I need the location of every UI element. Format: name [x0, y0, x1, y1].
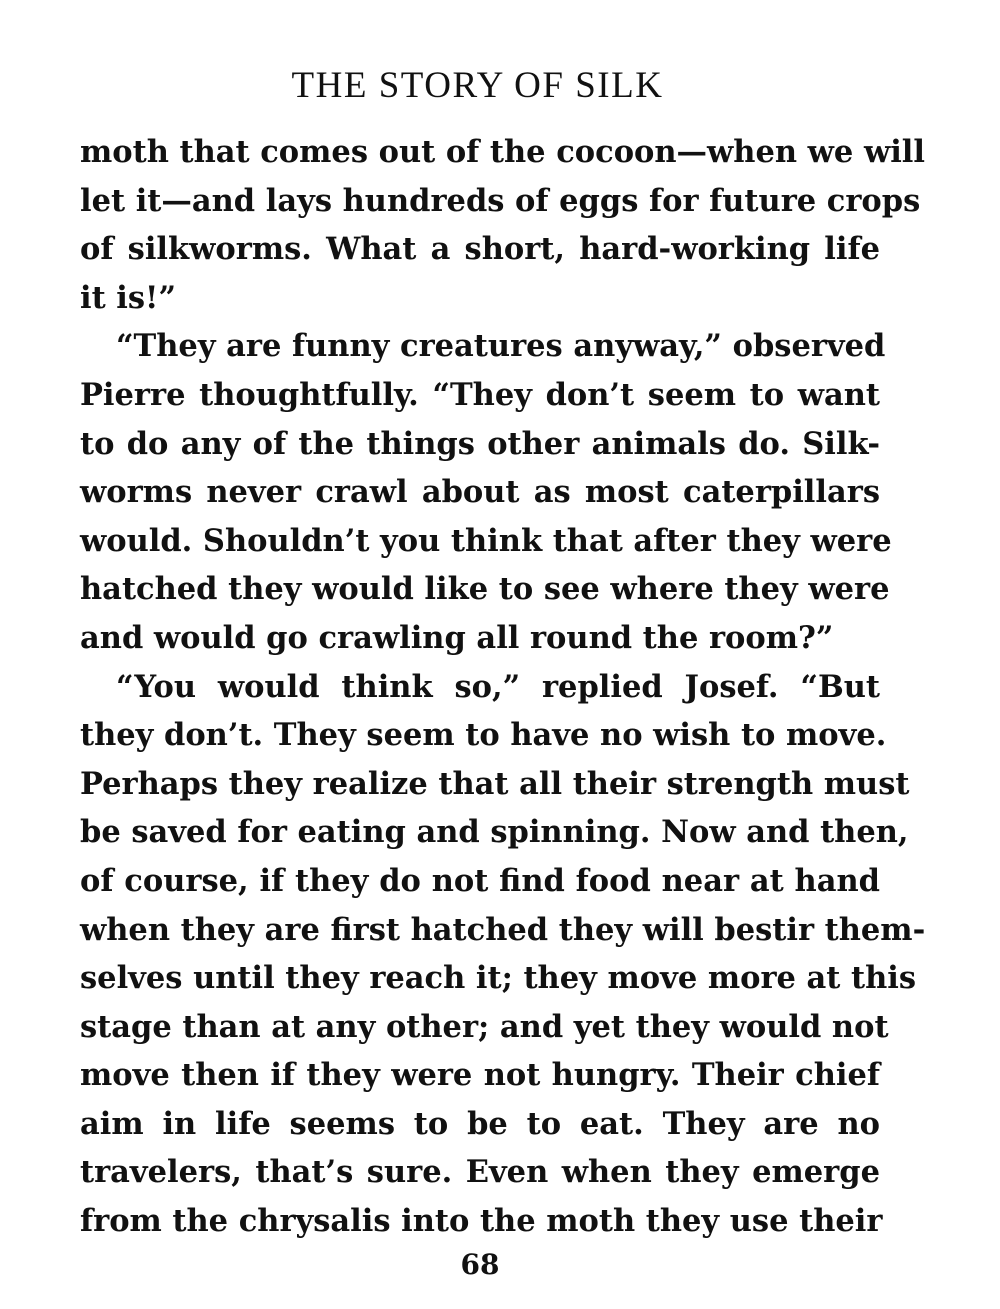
text-line: of silkworms. What a short, hard-working life [80, 231, 880, 268]
text-line: to do any of the things other animals do. Silk- [80, 425, 880, 462]
text-line: from the chrysalis into the moth they use their [80, 1203, 883, 1240]
text-line: of course, if they do not find food near at hand [80, 862, 880, 899]
body-text [80, 128, 926, 1246]
text-line: be saved for eating and spinning. Now and then, [80, 814, 909, 851]
text-line: let it—and lays hundreds of eggs for future crops [80, 182, 921, 219]
text-line: when they are first hatched they will bestir them- [80, 911, 926, 948]
text-line: moth that comes out of the cocoon—when we will [80, 134, 925, 170]
text-line: stage than at any other; and yet they would not [80, 1008, 889, 1045]
text-line: they don’t. They seem to have no wish to move. [80, 717, 887, 754]
text-line: move then if they were not hungry. Their chief [80, 1057, 880, 1094]
text-line: “You would think so,” replied Josef. “But [116, 668, 880, 705]
text-line: hatched they would like to see where they were [80, 571, 890, 608]
page-number: 68 [460, 1248, 500, 1281]
text-line: selves until they reach it; they move more at this [80, 960, 917, 997]
text-line: travelers, that’s sure. Even when they emerge [80, 1154, 880, 1191]
running-head: THE STORY OF SILK [291, 65, 664, 106]
text-line: Perhaps they realize that all their strength must [80, 765, 910, 802]
text-line: and would go crawling all round the room?” [80, 619, 834, 656]
text-line: it is!” [80, 279, 176, 316]
text-line: would. Shouldn’t you think that after they were [80, 522, 892, 559]
text-line: aim in life seems to be to eat. They are no [80, 1105, 880, 1142]
text-line: Pierre thoughtfully. “They don’t seem to want [80, 376, 880, 413]
text-line: “They are funny creatures anyway,” observed [116, 328, 886, 365]
text-line: worms never crawl about as most caterpillars [80, 474, 880, 511]
